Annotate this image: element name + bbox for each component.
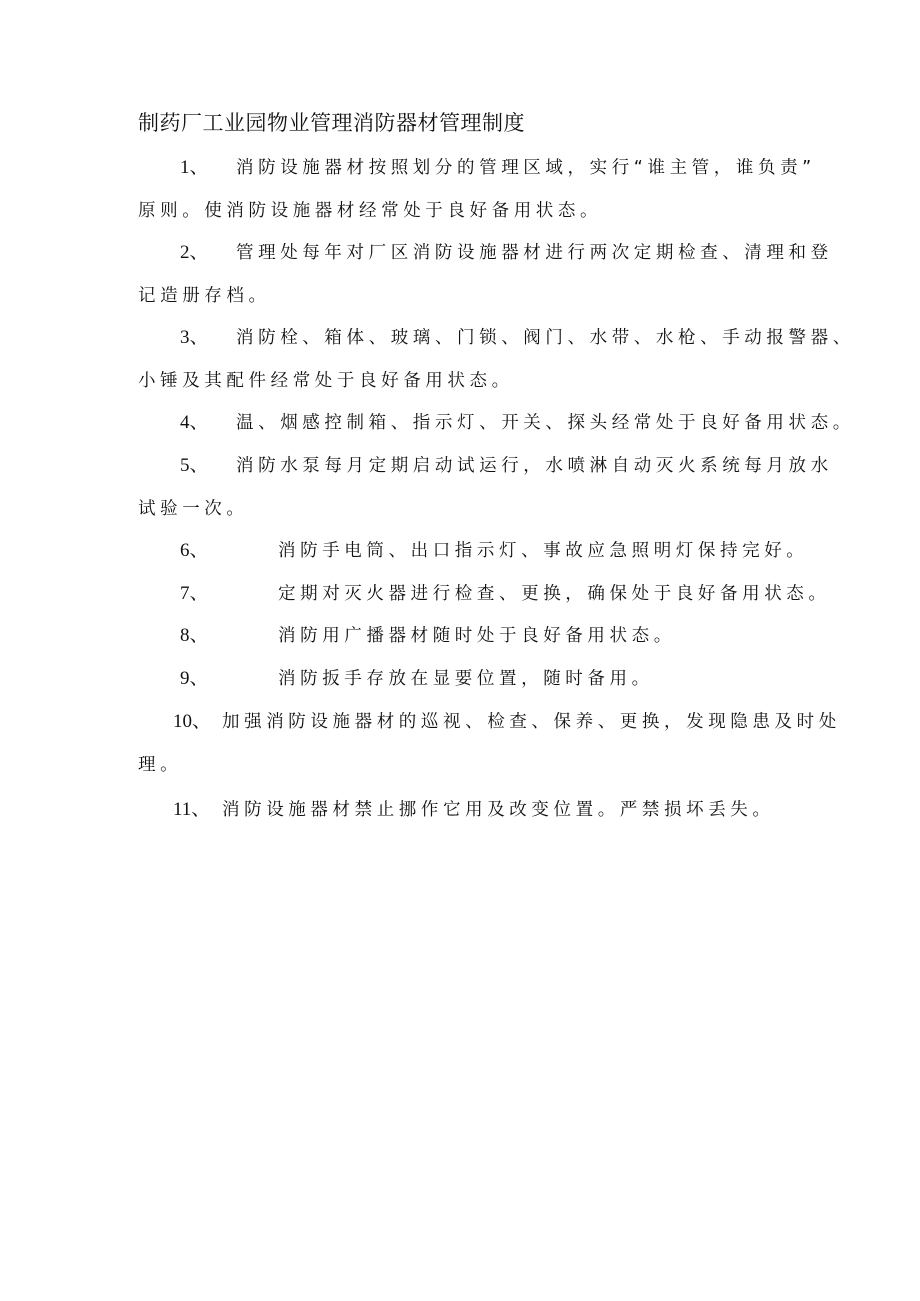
item-number: 5、 bbox=[180, 455, 209, 476]
item-number: 3、 bbox=[180, 327, 209, 348]
item-number: 8、 bbox=[180, 625, 209, 646]
item-text: 消防用广播器材随时处于良好备用状态。 bbox=[278, 626, 676, 646]
item-text: 消防扳手存放在显要位置，随时备用。 bbox=[278, 669, 654, 689]
document-title: 制药厂工业园物业管理消防器材管理制度 bbox=[138, 111, 525, 135]
item-number: 9、 bbox=[180, 668, 209, 689]
item-text-continued: 记造册存档。 bbox=[138, 286, 271, 306]
item-text: 消防设施器材禁止挪作它用及改变位置。严禁损坏丢失。 bbox=[222, 800, 775, 820]
item-number: 11、 bbox=[173, 799, 211, 820]
item-number: 7、 bbox=[180, 583, 209, 604]
item-text-continued: 原则。使消防设施器材经常处于良好备用状态。 bbox=[138, 201, 603, 221]
item-text: 消防栓、箱体、玻璃、门锁、阀门、水带、水枪、手动报警器、 bbox=[236, 328, 855, 348]
item-number: 4、 bbox=[180, 412, 209, 433]
item-text: 加强消防设施器材的巡视、检查、保养、更换，发现隐患及时处 bbox=[222, 712, 841, 732]
item-number: 1、 bbox=[180, 157, 209, 178]
item-text: 消防设施器材按照划分的管理区域，实行“谁主管，谁负责” bbox=[236, 158, 816, 178]
item-text-continued: 小锤及其配件经常处于良好备用状态。 bbox=[138, 371, 514, 391]
item-text-continued: 试验一次。 bbox=[138, 499, 249, 519]
item-text: 消防手电筒、出口指示灯、事故应急照明灯保持完好。 bbox=[278, 541, 809, 561]
item-text-continued: 理。 bbox=[138, 755, 183, 775]
item-text: 定期对灭火器进行检查、更换，确保处于良好备用状态。 bbox=[278, 584, 831, 604]
item-text: 消防水泵每月定期启动试运行，水喷淋自动灭火系统每月放水 bbox=[236, 456, 833, 476]
item-number: 6、 bbox=[180, 540, 209, 561]
item-number: 10、 bbox=[173, 711, 212, 732]
item-number: 2、 bbox=[180, 242, 209, 263]
item-text: 温、烟感控制箱、指示灯、开关、探头经常处于良好备用状态。 bbox=[236, 413, 855, 433]
item-text: 管理处每年对厂区消防设施器材进行两次定期检查、清理和登 bbox=[236, 243, 833, 263]
